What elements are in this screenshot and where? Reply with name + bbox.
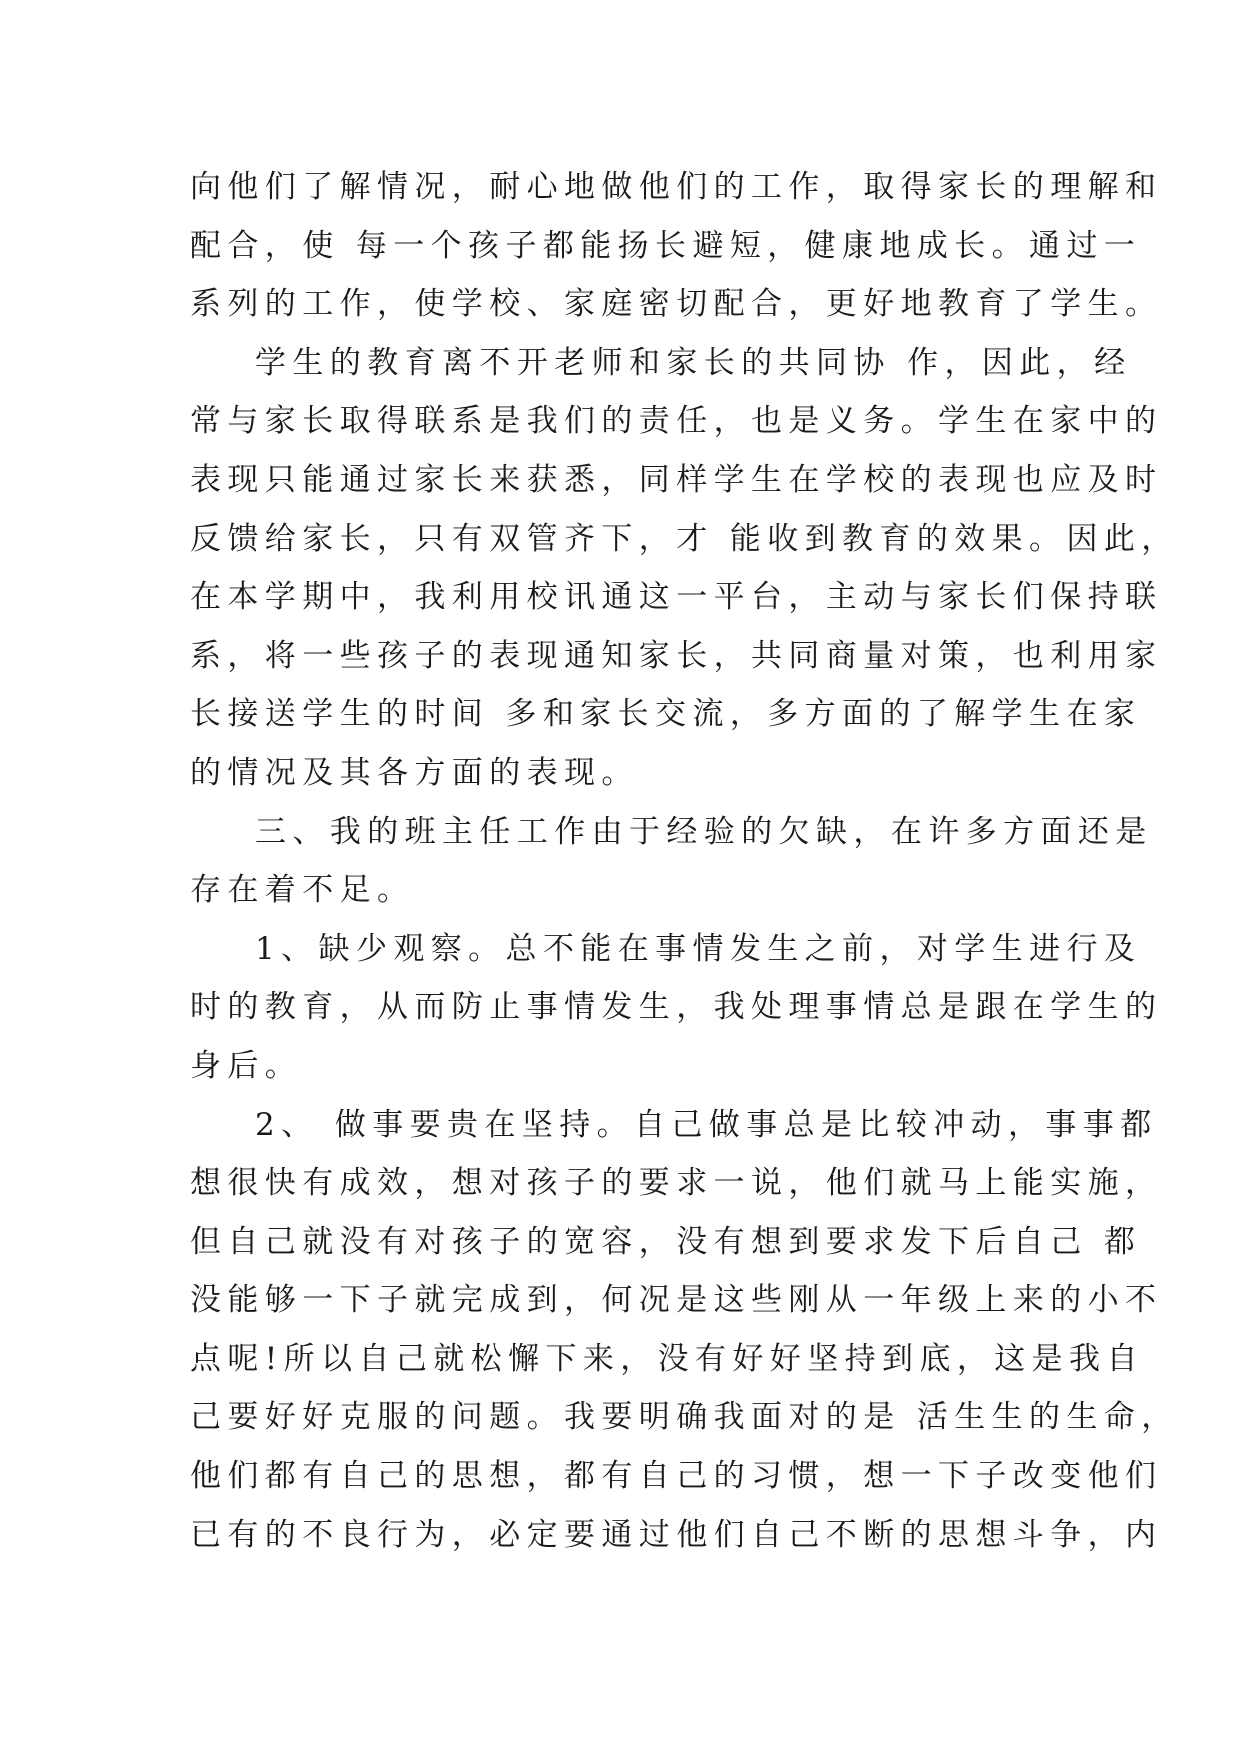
text-line: 想很快有成效，想对孩子的要求一说，他们就马上能实施，	[190, 1165, 1163, 1202]
text-line: 学生的教育离不开老师和家长的共同协 作，因此，经	[190, 344, 1132, 381]
text-line: 系列的工作，使学校、家庭密切配合，更好地教育了学生。	[190, 286, 1163, 323]
text-line: 1、缺少观察。总不能在事情发生之前，对学生进行及	[190, 930, 1142, 967]
text-line: 点呢!所以自己就松懈下来，没有好好坚持到底，这是我自	[190, 1340, 1144, 1377]
text-line: 在本学期中，我利用校讯通这一平台，主动与家长们保持联	[190, 579, 1163, 616]
text-line: 他们都有自己的思想，都有自己的习惯，想一下子改变他们	[190, 1458, 1163, 1495]
text-line: 没能够一下子就完成到，何况是这些刚从一年级上来的小不	[190, 1282, 1163, 1319]
body-text	[190, 158, 1179, 1564]
text-line: 表现只能通过家长来获悉，同样学生在学校的表现也应及时	[190, 461, 1163, 498]
text-line: 已有的不良行为，必定要通过他们自己不断的思想斗争，内	[190, 1516, 1163, 1553]
text-line: 反馈给家长，只有双管齐下，才 能收到教育的效果。因此，	[190, 520, 1179, 557]
text-line: 存在着不足。	[190, 872, 415, 909]
text-line: 2、 做事要贵在坚持。自己做事总是比较冲动，事事都	[190, 1106, 1158, 1143]
text-line: 时的教育，从而防止事情发生，我处理事情总是跟在学生的	[190, 989, 1163, 1026]
text-line: 的情况及其各方面的表现。	[190, 754, 639, 791]
text-line: 配合，使 每一个孩子都能扬长避短，健康地成长。通过一	[190, 227, 1142, 264]
text-line: 常与家长取得联系是我们的责任，也是义务。学生在家中的	[190, 403, 1163, 440]
text-line: 向他们了解情况，耐心地做他们的工作，取得家长的理解和	[190, 169, 1163, 205]
text-line: 己要好好克服的问题。我要明确我面对的是 活生生的生命，	[190, 1399, 1179, 1436]
text-line: 长接送学生的时间 多和家长交流，多方面的了解学生在家	[190, 696, 1142, 733]
text-line: 系，将一些孩子的表现通知家长，共同商量对策，也利用家	[190, 637, 1163, 674]
text-line: 身后。	[190, 1047, 303, 1084]
text-line: 三、我的班主任工作由于经验的欠缺，在许多方面还是	[190, 813, 1153, 850]
text-line: 但自己就没有对孩子的宽容，没有想到要求发下后自己 都	[190, 1223, 1142, 1260]
